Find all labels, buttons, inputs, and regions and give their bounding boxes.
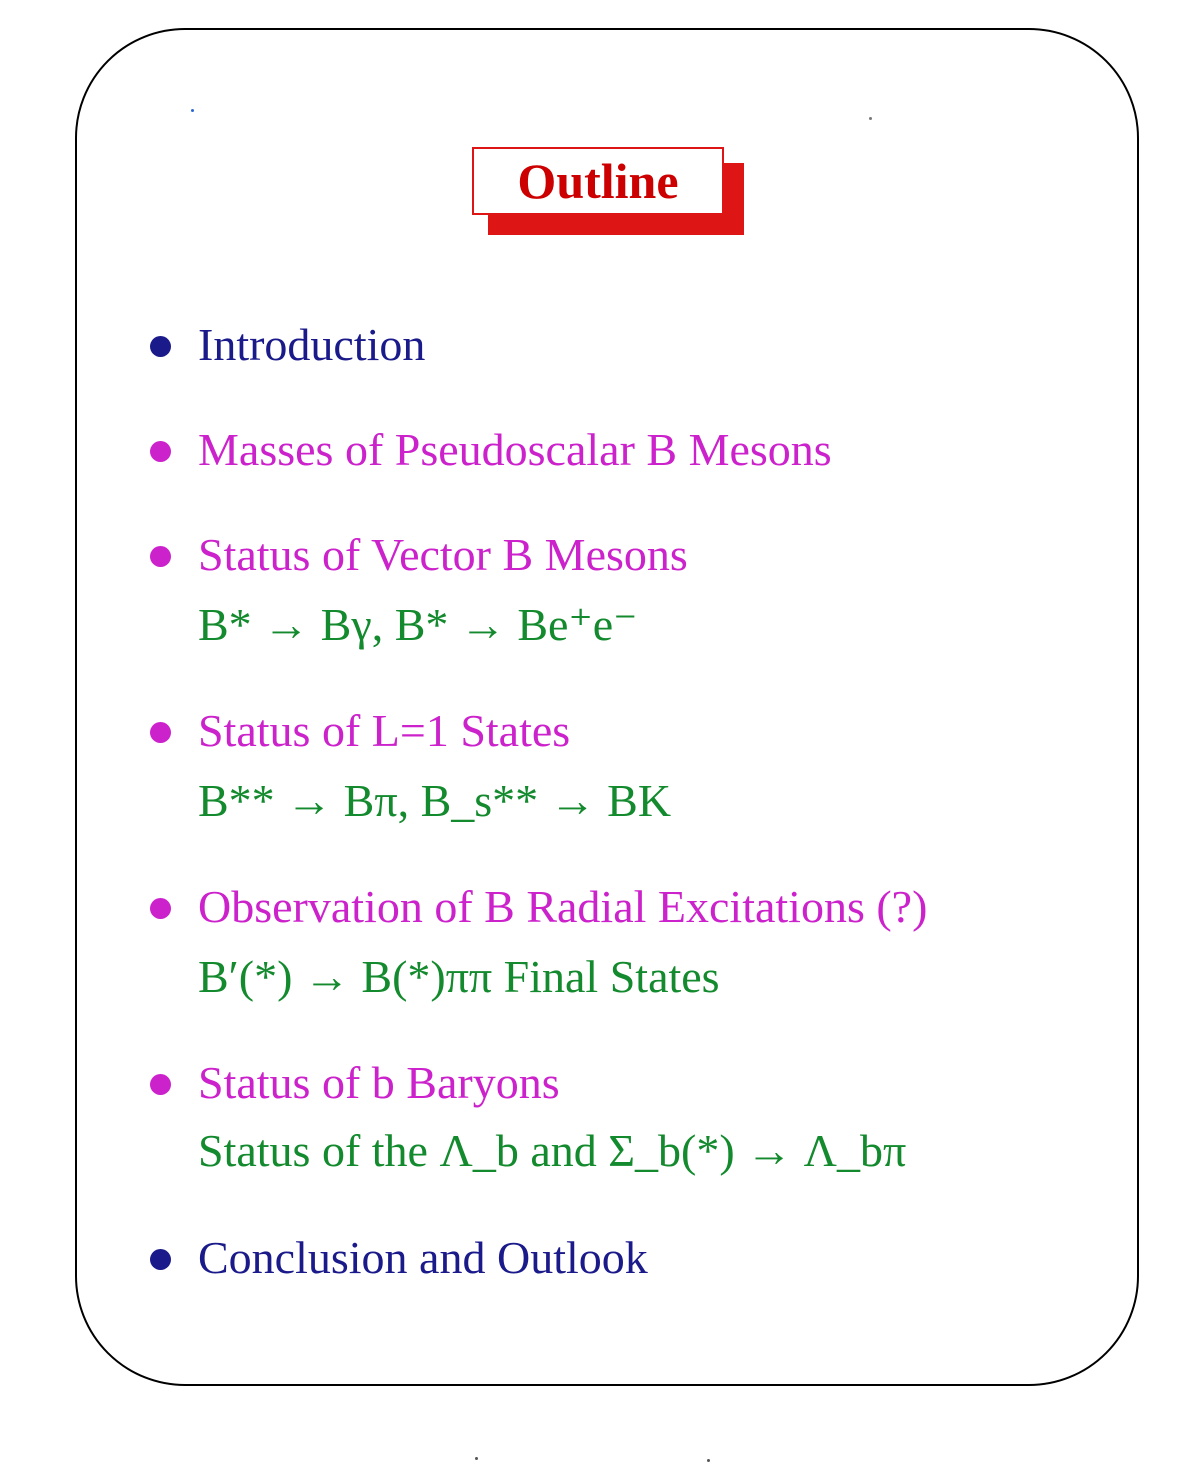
scan-speck — [475, 1457, 478, 1460]
outline-detail-radial-excitations: B′(*) → B(*)ππ Final States — [198, 951, 720, 1002]
outline-item-label: Introduction — [198, 319, 426, 370]
outline-item-label: Observation of B Radial Excitations (?) — [198, 881, 928, 932]
bullet-icon — [150, 1074, 171, 1095]
title-box — [472, 147, 744, 235]
outline-detail-l1-states: B** → Bπ, B_s** → BK — [198, 775, 672, 826]
outline-item-label: Status of L=1 States — [198, 705, 571, 756]
slide-title: Outline — [517, 153, 679, 209]
outline-item-label: Masses of Pseudoscalar B Mesons — [198, 424, 832, 475]
bullet-icon — [150, 722, 171, 743]
bullet-icon — [150, 898, 171, 919]
bullet-icon — [150, 546, 171, 567]
scan-speck — [707, 1459, 710, 1462]
bullet-icon — [150, 1249, 171, 1270]
outline-item-label: Status of b Baryons — [198, 1057, 560, 1108]
outline-detail-b-baryons: Status of the Λ_b and Σ_b(*) → Λ_bπ — [198, 1125, 907, 1176]
scan-speck — [191, 109, 194, 112]
scan-speck — [869, 117, 872, 120]
title-border — [472, 147, 724, 215]
outline-detail-vector-mesons: B* → Bγ, B* → Be⁺e⁻ — [198, 599, 638, 650]
outline-item-label: Status of Vector B Mesons — [198, 529, 688, 580]
outline-item-label: Conclusion and Outlook — [198, 1232, 648, 1283]
bullet-icon — [150, 441, 171, 462]
bullet-icon — [150, 336, 171, 357]
